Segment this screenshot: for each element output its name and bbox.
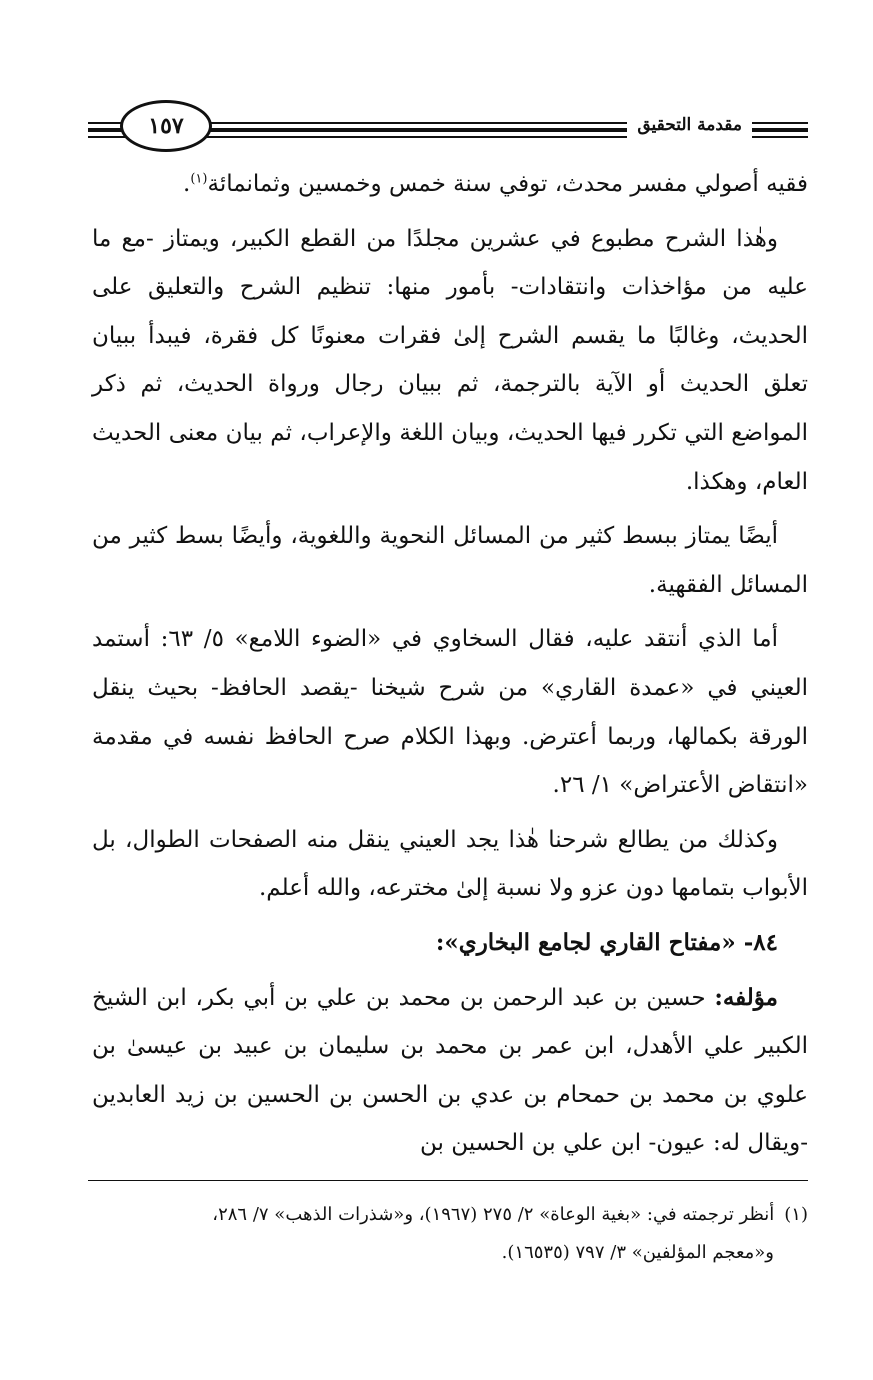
footnote-1 [92, 1196, 808, 1234]
paragraph-1-text: فقيه أصولي مفسر محدث، توفي سنة خمس وخمسين وثمانمائة [207, 171, 808, 197]
paragraph-3: أيضًا يمتاز ببسط كثير من المسائل النحوية واللغوية، وأيضًا بسط كثير من المسائل الفقهية. [92, 523, 808, 598]
paragraph-5: وكذلك من يطالع شرحنا هٰذا يجد العيني ينقل منه الصفحات الطوال، بل الأبواب بتمامها دون عزو ولا نسبة إلىٰ مخترعه، والله أعلم. [92, 826, 808, 902]
page-number: ١٥٧ [120, 100, 212, 152]
main-text [92, 160, 808, 1168]
author-label: مؤلفه: [714, 983, 778, 1011]
footnote-marker: (١) [784, 1204, 808, 1225]
paragraph-1-end: . [183, 171, 191, 197]
footnote-reference: (١) [190, 171, 208, 187]
paragraph-6-text: حسين بن عبد الرحمن بن محمد بن علي بن أبي بكر، ابن الشيخ الكبير علي الأهدل، ابن عمر بن محمد بن سليمان بن عبيد بن عيسىٰ بن علوي بن محمد بن حمحام بن عدي بن الحسن بن الحسين بن زيد العابدين -ويقال له: عيون- ابن علي بن الحسين بن [92, 984, 808, 1157]
page-header [88, 96, 808, 156]
running-title: مقدمة التحقيق [627, 108, 752, 142]
footnote-separator [88, 1180, 808, 1181]
paragraph-2: وهٰذا الشرح مطبوع في عشرين مجلدًا من القطع الكبير، ويمتاز -مع ما عليه من مؤاخذات وانتقادات- بأمور منها: تنظيم الشرح والتعليق على الحديث، وغالبًا ما يقسم الشرح إلىٰ فقرات معنونًا كل فقرة، فيبدأ ببيان تعلق الحديث أو الآية بالترجمة، ثم ببيان رجال ورواة الحديث، ثم ذكر المواضع التي تكرر فيها الحديث، وبيان اللغة والإعراب، ثم بيان معنى الحديث العام، وهكذا. [92, 225, 808, 495]
footnotes [92, 1196, 808, 1272]
section-heading: ٨٤- «مفتاح القاري لجامع البخاري»: [435, 928, 778, 956]
footnote-1-line-2: و«معجم المؤلفين» ٣/ ٧٩٧ (١٦٥٣٥). [501, 1242, 774, 1263]
footnote-1-line-1: أنظر ترجمته في: «بغية الوعاة» ٢/ ٢٧٥ (١٩٦٧)، و«شذرات الذهب» ٧/ ٢٨٦، [212, 1204, 775, 1225]
paragraph-4: أما الذي أنتقد عليه، فقال السخاوي في «الضوء اللامع» ٥/ ٦٣: أستمد العيني في «عمدة القاري» من شرح شيخنا -يقصد الحافظ- بحيث ينقل الورقة بكمالها، وربما أعترض. وبهذا الكلام صرح الحافظ نفسه في مقدمة «انتقاض الأعتراض» ١/ ٢٦. [92, 626, 808, 799]
paragraph-1 [92, 160, 808, 209]
paragraph-6 [92, 974, 808, 1168]
